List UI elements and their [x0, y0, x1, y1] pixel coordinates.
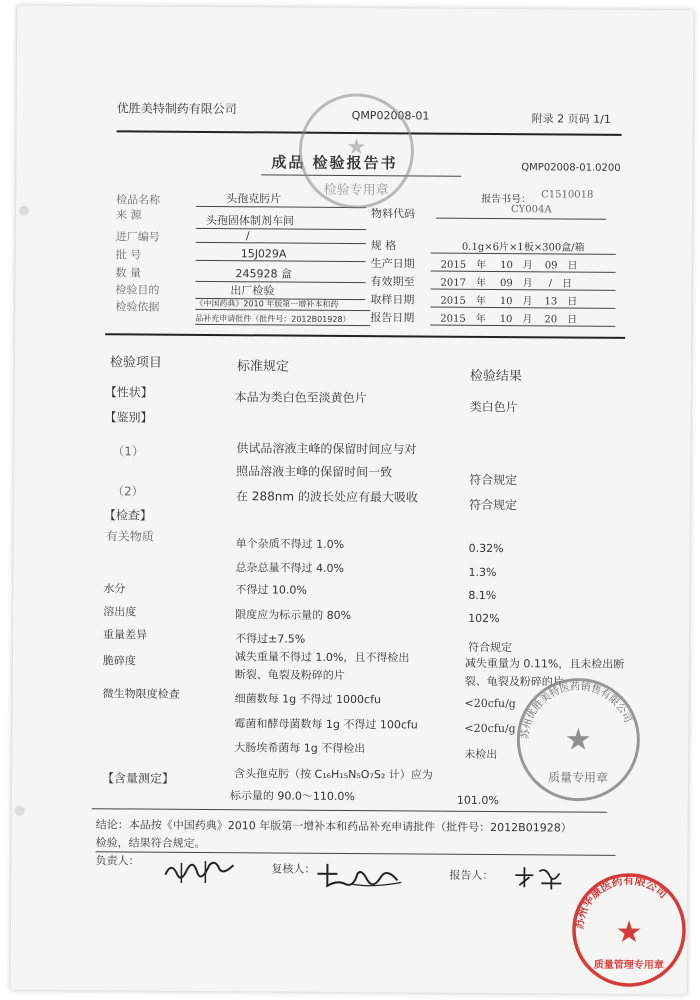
company-name: 优胜美特制药有限公司	[116, 101, 237, 117]
row-friability-standard-1: 减失重量不得过 1.0%，且不得检出	[234, 650, 410, 665]
gray-stamp-company: 苏州优胜美特医药销售有限公司	[520, 681, 634, 740]
batch-value: 15J029A	[196, 247, 366, 262]
gray-stamp-label: 质量专用章	[548, 770, 609, 785]
row-weight-standard: 不得过±7.5%	[234, 632, 306, 646]
quality-stamp-gray	[508, 669, 649, 810]
col-header-standard: 标准规定	[236, 359, 289, 375]
source-value: 头孢固体制剂车间	[196, 212, 366, 230]
report-date-value: 2015 年 10 月 20 日	[430, 310, 615, 327]
prod-date-value: 2015 年 10 月 09 日	[431, 256, 616, 273]
row-appearance-label: 【性状】	[104, 385, 153, 400]
row-assay-standard-1: 含头孢克肟（按 C₁₆H₁₅N₅O₇S₂ 计）应为	[234, 767, 433, 782]
basis-line-2: 品补充申请批件（批件号：2012B01928）	[195, 313, 370, 326]
row-friability-label: 脆碎度	[102, 654, 136, 668]
responsible-signature	[161, 857, 241, 888]
row-dissolution-label: 溶出度	[103, 605, 137, 619]
appendix-label: 附录 2 页码 1/1	[531, 112, 611, 126]
row-assay-result: 101.0%	[456, 793, 499, 808]
row-id2-label: （2）	[112, 484, 144, 499]
row-assay-standard-2: 标示量的 90.0～110.0%	[229, 789, 355, 804]
row-related-standard-2: 总杂总量不得过 4.0%	[235, 561, 345, 575]
purpose-label: 检验目的	[115, 283, 160, 297]
svg-text:★: ★	[615, 914, 643, 951]
sample-date-value: 2015 年 10 月 13 日	[430, 292, 615, 309]
inspection-stamp-label: 检验专用章	[323, 182, 389, 199]
source-label: 来 源	[115, 208, 142, 222]
report-no-label: 报告书号：	[481, 193, 532, 206]
material-code-label: 物料代码	[370, 207, 416, 221]
row-related-standard-1: 单个杂质不得过 1.0%	[235, 537, 345, 551]
row-micro-standard-1: 细菌数每 1g 不得过 1000cfu	[234, 692, 382, 707]
row-related-result-2: 1.3%	[468, 565, 497, 580]
report-form-code: QMP02008-01.0200	[521, 162, 621, 174]
doc-code: QMP02008-01	[351, 108, 430, 123]
row-id1-result: 符合规定	[469, 472, 518, 488]
svg-text:★: ★	[564, 722, 592, 758]
quality-stamp-red	[567, 868, 692, 993]
sample-date-label: 取样日期	[370, 293, 415, 307]
batch-label: 批 号	[115, 248, 142, 262]
prod-date-label: 生产日期	[370, 257, 415, 271]
inspection-stamp	[291, 86, 422, 217]
col-header-result: 检验结果	[469, 368, 522, 385]
expiry-label: 有效期至	[370, 275, 415, 289]
row-identify-label: 【鉴别】	[104, 410, 153, 425]
punch-hole	[19, 206, 29, 216]
info-divider	[105, 333, 625, 339]
expiry-value: 2017 年 09 月 / 日	[430, 274, 615, 291]
report-date-label: 报告日期	[370, 311, 415, 325]
row-appearance-result: 类白色片	[469, 399, 518, 415]
row-id1-label: （1）	[112, 444, 145, 459]
row-friability-result-1: 减失重量为 0.11%，且未检出断	[464, 656, 625, 671]
document-page	[11, 6, 694, 995]
quantity-label: 数 量	[115, 266, 142, 280]
import-no-value: /	[196, 229, 366, 244]
row-appearance-standard: 本品为类白色至淡黄色片	[234, 390, 367, 406]
import-no-label: 进厂编号	[115, 230, 160, 244]
row-micro-result-2: <20cfu/g	[464, 721, 516, 736]
col-header-item: 检验项目	[109, 355, 163, 371]
row-water-label: 水分	[103, 582, 126, 596]
product-name-value: 头孢克肟片	[196, 190, 366, 208]
row-micro-result-1: <20cfu/g	[464, 696, 516, 711]
row-id2-standard: 在 288nm 的波长处应有最大吸收	[235, 489, 418, 505]
row-friability-standard-2: 断裂、龟裂及粉碎的片	[234, 668, 345, 682]
product-name-label: 检品名称	[116, 193, 161, 207]
row-assay-label: 【含量测定】	[102, 771, 175, 786]
basis-line-1: 《中国药典》2010 年版第一增补本和药	[195, 298, 370, 311]
reviewer-label: 复核人：	[271, 862, 316, 876]
report-no-value: C1510018	[541, 189, 594, 201]
svg-text:★: ★	[346, 134, 367, 161]
row-dissolution-standard: 限度应为标示量的 80%	[235, 608, 352, 622]
row-id1-standard-1: 供试品溶液主峰的保留时间应与对	[236, 441, 417, 457]
row-id1-standard-2: 照品溶液主峰的保留时间一致	[236, 464, 393, 480]
punch-hole	[15, 806, 25, 816]
row-check-label: 【检查】	[103, 508, 152, 523]
row-friability-result-2: 裂、龟裂及粉碎的片	[464, 674, 564, 689]
row-weight-result: 符合规定	[467, 640, 513, 655]
row-water-result: 8.1%	[468, 588, 497, 603]
quantity-value: 245928 盒	[196, 265, 366, 283]
responsible-label: 负责人：	[95, 854, 140, 868]
row-micro-standard-2: 霉菌和酵母菌数每 1g 不得过 100cfu	[234, 717, 418, 732]
report-title: 成品 检验报告书	[271, 153, 398, 173]
purpose-value: 出厂检验	[195, 282, 365, 300]
row-micro-label: 微生物限度检查	[102, 687, 180, 701]
row-water-standard: 不得过 10.0%	[235, 583, 307, 597]
conclusion-line-2: 检验，结果符合规定。	[95, 836, 206, 850]
material-code-value: CY004A	[510, 204, 552, 216]
reviewer-signature	[311, 858, 411, 891]
row-weight-label: 重量差异	[103, 628, 148, 642]
reporter-label: 报告人：	[449, 868, 494, 882]
red-stamp-company: 苏州华康医药有限公司	[572, 873, 670, 931]
row-micro-result-3: 未检出	[464, 747, 498, 762]
red-stamp-label: 质量管理专用章	[593, 959, 664, 972]
row-dissolution-result: 102%	[468, 611, 500, 626]
reporter-signature	[511, 863, 571, 893]
row-micro-standard-3: 大肠埃希菌每 1g 不得检出	[234, 741, 366, 756]
conclusion-line-1: 结论：本品按《中国药典》2010 年版第一增补本和药品补充申请批件（批件号：2012B01928）	[95, 818, 572, 835]
basis-label: 检验依据	[115, 300, 160, 314]
material-code-line	[436, 218, 606, 220]
row-related-result-1: 0.32%	[468, 541, 504, 556]
row-id2-result: 符合规定	[468, 497, 518, 513]
spec-value: 0.1g×6片×1板×300盒/箱	[431, 238, 616, 255]
spec-label: 规 格	[370, 239, 397, 253]
row-related-label: 有关物质	[105, 529, 154, 544]
signature-divider	[96, 851, 616, 856]
